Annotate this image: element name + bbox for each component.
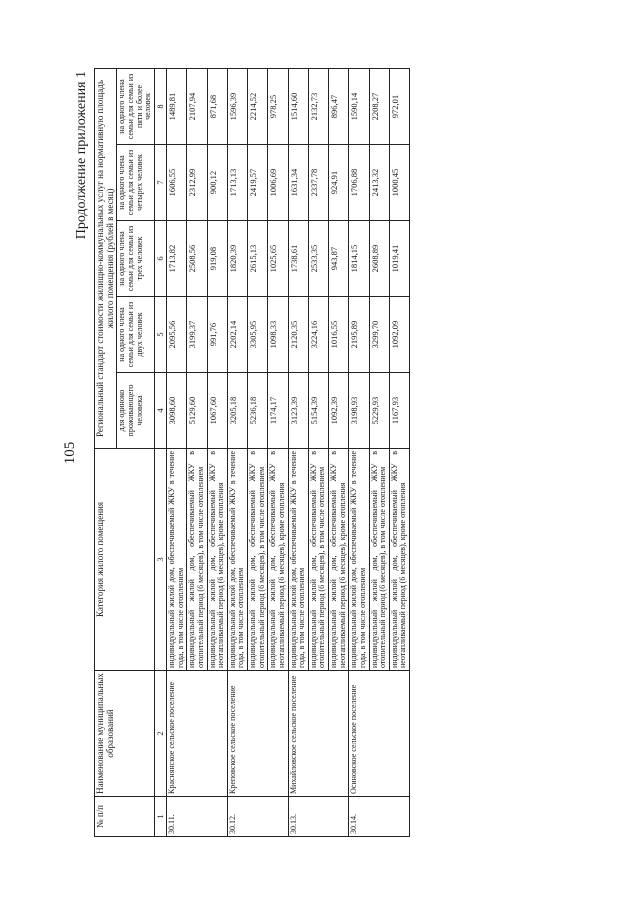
value-cell: 2312,99	[187, 144, 207, 220]
value-cell: 3224,16	[308, 296, 328, 372]
value-cell: 2120,35	[288, 296, 308, 372]
category-year-round: индивидуальный жилой дом, обеспечиваемый ЖКУ в течение года, в том числе отоплением	[349, 448, 369, 670]
value-cell: 3198,93	[349, 372, 369, 448]
value-cell: 5229,93	[369, 372, 389, 448]
value-cell: 1092,09	[389, 296, 409, 372]
value-cell: 2195,89	[349, 296, 369, 372]
row-index: 30.11.	[167, 796, 228, 836]
rotated-document-sheet	[60, 63, 580, 843]
row-index: 30.13.	[288, 796, 349, 836]
value-cell: 1820,39	[227, 220, 247, 296]
header-family-five-plus: на одного члена семьи для семьи из пяти и более человек	[117, 68, 155, 144]
value-cell: 1514,60	[288, 68, 308, 144]
row-index: 30.14.	[349, 796, 410, 836]
value-cell: 1596,39	[227, 68, 247, 144]
value-cell: 1067,60	[207, 372, 227, 448]
value-cell: 924,91	[329, 144, 349, 220]
value-cell: 5154,39	[308, 372, 328, 448]
header-row-main	[95, 68, 117, 836]
column-number: 6	[154, 220, 166, 296]
value-cell: 3305,95	[248, 296, 268, 372]
appendix-continuation-note: Продолжение приложения 1	[74, 70, 89, 239]
header-single-person: для одиноко проживающего человека	[117, 372, 155, 448]
value-cell: 1590,14	[349, 68, 369, 144]
value-cell: 1814,15	[349, 220, 369, 296]
column-number: 4	[154, 372, 166, 448]
value-cell: 1025,65	[268, 220, 288, 296]
value-cell: 2208,27	[369, 68, 389, 144]
header-family-two: на одного члена семьи для семьи из двух человек	[117, 296, 155, 372]
header-family-four: на одного члена семьи для семьи из четырех человек	[117, 144, 155, 220]
header-municipality: Наименование муниципальных образований	[95, 670, 155, 796]
value-cell: 2095,56	[167, 296, 187, 372]
category-year-round: индивидуальный жилой дом, обеспечиваемый ЖКУ в течение года, в том числе отоплением	[227, 448, 247, 670]
value-cell: 2202,14	[227, 296, 247, 372]
category-heating-period: индивидуальный жилой дом, обеспечиваемый ЖКУ в отопительный период (6 месяцев), в том числе отоплением	[187, 448, 207, 670]
category-heating-period: индивидуальный жилой дом, обеспечиваемый ЖКУ в отопительный период (6 месяцев), в том числе отоплением	[369, 448, 389, 670]
value-cell: 1019,41	[389, 220, 409, 296]
value-cell: 2608,89	[369, 220, 389, 296]
value-cell: 896,47	[329, 68, 349, 144]
value-cell: 5129,60	[187, 372, 207, 448]
value-cell: 3098,60	[167, 372, 187, 448]
value-cell: 2107,94	[187, 68, 207, 144]
value-cell: 1738,61	[288, 220, 308, 296]
municipality-name: Краснянское сельское поселение	[167, 670, 228, 796]
table-row	[288, 68, 308, 836]
header-regional-standard: Региональный стандарт стоимости жилищно-коммунальных услуг на нормативную площадь жилого помещения (рублей в месяц)	[95, 68, 117, 448]
column-number: 5	[154, 296, 166, 372]
category-non-heating-period: индивидуальный жилой дом, обеспечиваемый ЖКУ в неотапливаемый период (6 месяцев), кроме отопления	[329, 448, 349, 670]
header-category: Категория жилого помещения	[95, 448, 155, 670]
value-cell: 1713,13	[227, 144, 247, 220]
category-year-round: индивидуальный жилой дом, обеспечиваемый ЖКУ в течение года, в том числе отоплением	[288, 448, 308, 670]
value-cell: 2214,52	[248, 68, 268, 144]
value-cell: 1706,88	[349, 144, 369, 220]
page-number: 105	[62, 441, 78, 464]
value-cell: 3199,37	[187, 296, 207, 372]
table-row	[167, 68, 187, 836]
category-non-heating-period: индивидуальный жилой дом, обеспечиваемый ЖКУ в неотапливаемый период (6 месяцев), кроме отопления	[207, 448, 227, 670]
column-number-row	[154, 68, 166, 836]
value-cell: 1092,39	[329, 372, 349, 448]
category-year-round: индивидуальный жилой дом, обеспечиваемый ЖКУ в течение года, в том числе отоплением	[167, 448, 187, 670]
value-cell: 919,08	[207, 220, 227, 296]
municipality-name: Осиновское сельское поселение	[349, 670, 410, 796]
value-cell: 1098,33	[268, 296, 288, 372]
value-cell: 1000,45	[389, 144, 409, 220]
value-cell: 2132,73	[308, 68, 328, 144]
value-cell: 2615,13	[248, 220, 268, 296]
value-cell: 943,87	[329, 220, 349, 296]
municipality-name: Михайловское сельское поселение	[288, 670, 349, 796]
value-cell: 5236,18	[248, 372, 268, 448]
value-cell: 1006,69	[268, 144, 288, 220]
value-cell: 3205,18	[227, 372, 247, 448]
value-cell: 2413,32	[369, 144, 389, 220]
value-cell: 1174,17	[268, 372, 288, 448]
value-cell: 2533,35	[308, 220, 328, 296]
header-index: № п/п	[95, 796, 155, 836]
housing-cost-standard-table	[94, 67, 410, 836]
value-cell: 3299,70	[369, 296, 389, 372]
row-index: 30.12.	[227, 796, 288, 836]
value-cell: 871,68	[207, 68, 227, 144]
value-cell: 3123,39	[288, 372, 308, 448]
value-cell: 1167,93	[389, 372, 409, 448]
value-cell: 991,76	[207, 296, 227, 372]
table-row	[227, 68, 247, 836]
value-cell: 1016,55	[329, 296, 349, 372]
category-heating-period: индивидуальный жилой дом, обеспечиваемый ЖКУ в отопительный период (6 месяцев), в том числе отоплением	[308, 448, 328, 670]
value-cell: 2419,57	[248, 144, 268, 220]
value-cell: 972,01	[389, 68, 409, 144]
value-cell: 978,25	[268, 68, 288, 144]
value-cell: 1631,34	[288, 144, 308, 220]
value-cell: 900,12	[207, 144, 227, 220]
category-non-heating-period: индивидуальный жилой дом, обеспечиваемый ЖКУ в неотапливаемый период (6 месяцев), кроме отопления	[389, 448, 409, 670]
header-family-three: на одного члена семьи для семьи из трех человек	[117, 220, 155, 296]
table-body	[167, 68, 410, 836]
table-row	[349, 68, 369, 836]
value-cell: 1713,82	[167, 220, 187, 296]
value-cell: 2337,78	[308, 144, 328, 220]
value-cell: 1606,55	[167, 144, 187, 220]
column-number: 2	[154, 670, 166, 796]
municipality-name: Креповское сельское поселение	[227, 670, 288, 796]
column-number: 8	[154, 68, 166, 144]
column-number: 1	[154, 796, 166, 836]
value-cell: 2508,56	[187, 220, 207, 296]
column-number: 7	[154, 144, 166, 220]
value-cell: 1489,81	[167, 68, 187, 144]
category-heating-period: индивидуальный жилой дом, обеспечиваемый ЖКУ в отопительный период (6 месяцев), в том числе отоплением	[248, 448, 268, 670]
column-number: 3	[154, 448, 166, 670]
category-non-heating-period: индивидуальный жилой дом, обеспечиваемый ЖКУ в неотапливаемый период (6 месяцев), кроме отопления	[268, 448, 288, 670]
